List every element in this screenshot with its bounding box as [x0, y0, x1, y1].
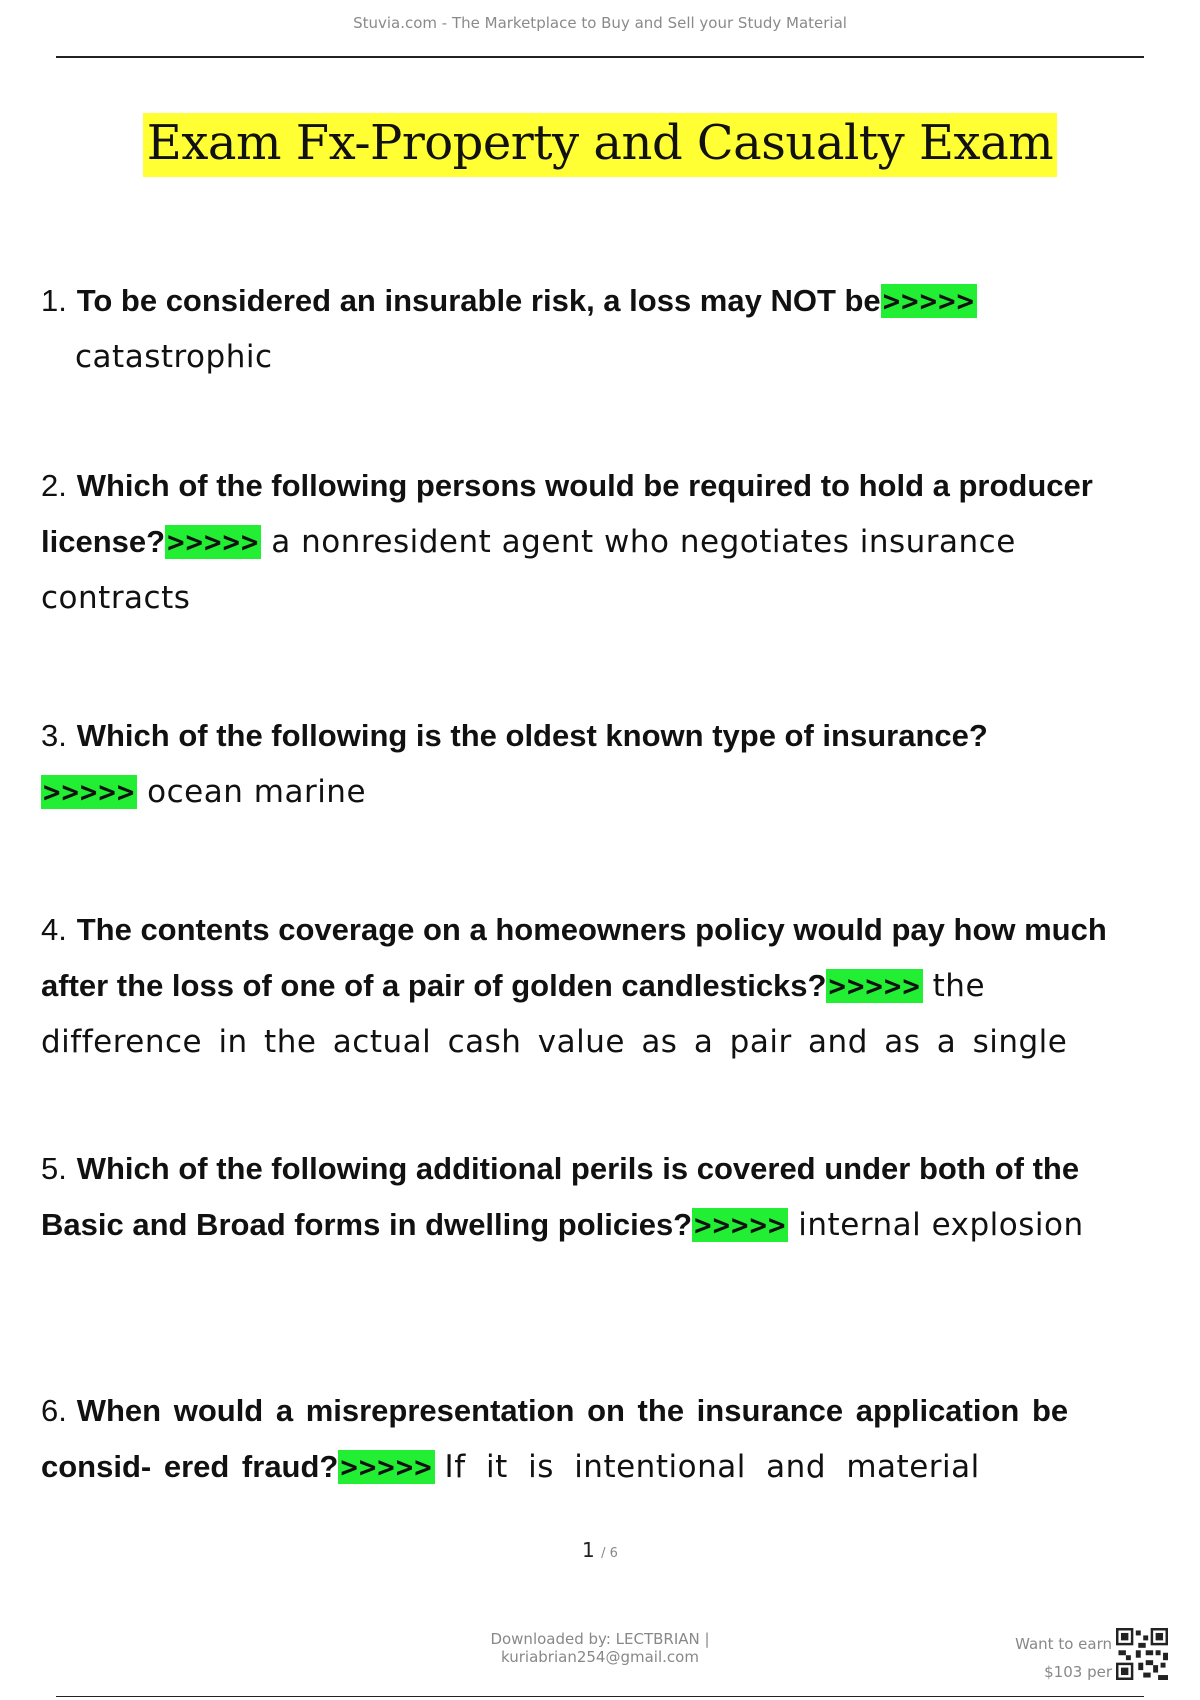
question-6: [41, 1383, 1151, 1495]
answer-text: a nonresident agent who negotiates insurance contracts: [41, 524, 1016, 616]
answer-text: catastrophic: [75, 339, 273, 375]
downloader-email: kuriabrian254@gmail.com: [501, 1648, 699, 1666]
question-3: [41, 708, 1151, 820]
question-text: Which of the following is the oldest known type of insurance?: [76, 718, 988, 753]
page-number: [0, 1538, 1200, 1562]
question-number: 3.: [41, 718, 67, 753]
earn-line-2: $103 per: [1044, 1663, 1112, 1681]
footer-divider: [56, 1696, 1144, 1697]
answer-marker: >>>>>: [340, 1450, 433, 1484]
answer-marker: >>>>>: [43, 775, 136, 809]
question-text: Which of the following persons would be required to hold a producer license?: [41, 468, 1093, 559]
downloaded-by-line: Downloaded by: LECTBRIAN |: [490, 1630, 710, 1648]
qr-code-icon[interactable]: [1116, 1628, 1168, 1680]
question-number: 4.: [41, 912, 67, 947]
earn-line-1: Want to earn: [1015, 1635, 1112, 1653]
question-number: 2.: [41, 468, 67, 503]
earn-promo[interactable]: [990, 1630, 1112, 1686]
site-header: Stuvia.com - The Marketplace to Buy and Sell your Study Material: [353, 14, 847, 32]
question-text: The contents coverage on a homeowners policy would pay how much after the loss of one of a pair of golden candlesticks?: [41, 912, 1107, 1003]
question-1: [41, 273, 1151, 385]
title-wrap: [0, 113, 1200, 177]
question-text: Which of the following additional perils is covered under both of the Basic and Broad forms in dwelling policies?: [41, 1151, 1080, 1242]
answer-marker: >>>>>: [167, 525, 260, 559]
question-2: [41, 458, 1151, 626]
question-text: To be considered an insurable risk, a loss may NOT be: [76, 283, 881, 318]
answer-marker: >>>>>: [882, 284, 975, 318]
answer-text: If it is intentional and material: [444, 1449, 980, 1485]
answer-text: internal explosion: [798, 1207, 1084, 1243]
question-number: 5.: [41, 1151, 67, 1186]
question-4: [41, 902, 1151, 1070]
page-total: / 6: [601, 1546, 618, 1561]
answer-marker: >>>>>: [694, 1208, 787, 1242]
document-title: Exam Fx-Property and Casualty Exam: [143, 113, 1057, 177]
question-number: 6.: [41, 1393, 67, 1428]
page-current: 1: [582, 1538, 595, 1562]
download-notice: [430, 1630, 770, 1666]
question-number: 1.: [41, 283, 67, 318]
answer-marker: >>>>>: [828, 969, 921, 1003]
question-5: [41, 1141, 1151, 1253]
answer-text: ocean marine: [147, 774, 367, 810]
header-divider: [56, 56, 1144, 58]
answer-text: the difference in the actual cash value as a pair and as a single: [41, 968, 1068, 1060]
question-text: When would a misrepresentation on the insurance application be consid- ered fraud?: [41, 1393, 1069, 1484]
